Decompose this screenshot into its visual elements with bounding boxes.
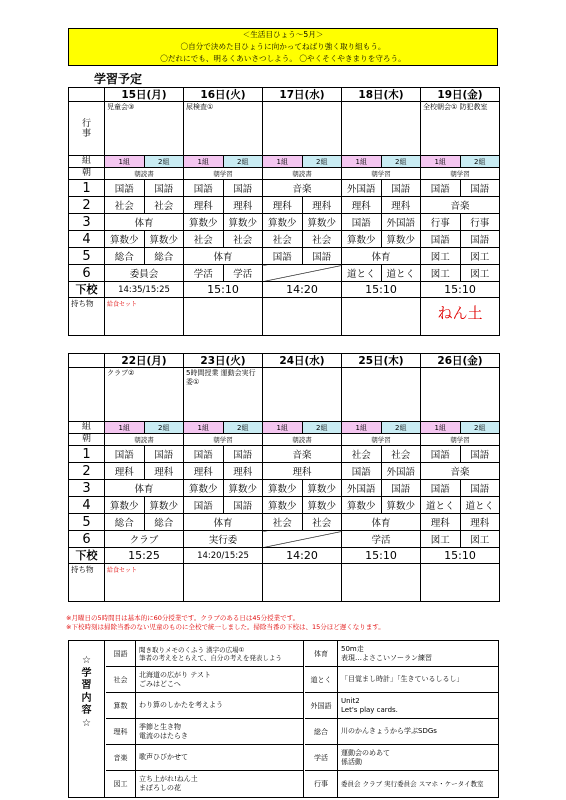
dismissal-time: 15:10 [421,548,500,564]
subject-cell: 算数少 [302,497,342,514]
subject-cell: 道とく [342,265,382,282]
subject-content: 「目覚まし時計」「生きているしるし」 [341,675,464,683]
period-row-5 [69,248,500,265]
class-2-tag: 2組 [144,422,184,434]
study-contents [68,640,499,798]
subject-cell: 社会 [144,197,184,214]
study-contents-title: ☆ 学 習 内 容 ☆ [69,641,105,797]
subject-cell: 国語 [184,497,224,514]
subject-cell: 社会 [302,514,342,531]
class-1-tag: 1組 [342,422,382,434]
period-number: 1 [69,180,105,197]
morning-activity: 朝読書 [263,168,342,180]
goal-heading: ＜生活目ひょう～5月＞ [242,30,324,39]
day-header: 17日(水) [263,88,342,102]
morning-row [69,168,500,180]
subject-cell: 音楽 [421,463,500,480]
subject-cell: 総合 [105,514,145,531]
goal-line-2: 〇だれにでも、明るくあいさつしよう。 〇やくそくやきまりを守ろう。 [160,54,406,63]
class-1-tag: 1組 [421,422,461,434]
subject-cell: 算数少 [263,214,303,231]
study-right-column [305,641,498,797]
study-row-events [305,771,498,797]
event-cell [263,368,342,422]
class-1-tag: 1組 [105,156,145,168]
subject-cell: 社会 [342,446,382,463]
class-1-tag: 1組 [263,156,303,168]
page-title: 学習予定 [94,72,143,86]
subject-cell: 図工 [460,265,500,282]
subject-cell: 国語 [381,180,421,197]
subject-cell: 道とく [381,265,421,282]
subject-cell: 算数少 [263,480,303,497]
subject-cell: 国語 [105,180,145,197]
items-to-bring-row [69,298,500,336]
day-header: 22日(月) [105,354,184,368]
dismissal-time: 14:20 [263,282,342,298]
subject-cell: 算数少 [144,231,184,248]
subject-cell: 理科 [342,197,382,214]
study-row-music [106,745,304,771]
subject-cell: 理科 [105,463,145,480]
subject-cell: 国語 [144,446,184,463]
period-number: 5 [69,514,105,531]
day-header: 24日(水) [263,354,342,368]
morning-row [69,434,500,446]
subject-name: 体育 [305,641,338,666]
period-row-1 [69,180,500,197]
subject-name: 外国語 [305,693,338,718]
bring-label: 持ち物 [69,564,105,602]
notes [66,614,385,631]
subject-cell: 算数少 [342,231,382,248]
subject-cell: 外国語 [381,214,421,231]
morning-activity: 朝学習 [342,434,421,446]
subject-cell: 外国語 [342,180,382,197]
subject-cell: 音楽 [263,446,342,463]
corner-cell [69,354,105,368]
subject-cell: 算数少 [105,231,145,248]
subject-cell: 体育 [342,514,421,531]
study-row-math [106,693,304,719]
event-cell: クラブ② [105,368,184,422]
subject-name: 社会 [106,667,136,692]
morning-activity: 朝読書 [105,434,184,446]
subject-content: 運動会のめあて 係活動 [341,748,390,766]
subject-name: 理科 [106,719,136,744]
subject-cell: 体育 [105,214,184,231]
corner-cell [69,88,105,102]
class-2-tag: 2組 [381,422,421,434]
morning-activity: 朝学習 [184,434,263,446]
morning-label: 朝 [69,168,105,180]
period-number: 3 [69,480,105,497]
subject-cell: 算数少 [184,480,224,497]
day-header: 23日(火) [184,354,263,368]
subject-content: 立ち上がれ!ねん土 まぼろしの花 [139,775,198,792]
study-left-column [106,641,304,797]
bring-cell: 給食セット [105,564,184,602]
subject-cell: 音楽 [421,197,500,214]
subject-cell: 国語 [460,446,500,463]
class-1-tag: 1組 [421,156,461,168]
day-header: 18日(木) [342,88,421,102]
subject-name: 算数 [106,693,136,718]
subject-cell: 国語 [144,180,184,197]
bring-cell [263,564,342,602]
class-1-tag: 1組 [105,422,145,434]
subject-cell: 理科 [460,514,500,531]
subject-name: 図工 [106,771,136,797]
subject-name: 道とく [305,667,338,692]
subject-cell: 算数少 [302,480,342,497]
subject-cell: 体育 [184,248,263,265]
subject-name: 学活 [305,745,338,770]
morning-activity: 朝読書 [263,434,342,446]
subject-cell: 社会 [302,231,342,248]
subject-cell: 体育 [342,248,421,265]
subject-cell: 国語 [105,446,145,463]
events-row [69,102,500,156]
schedule-week-2 [68,353,500,602]
class-2-tag: 2組 [460,156,500,168]
subject-cell: 社会 [184,231,224,248]
day-header-row [69,354,500,368]
bring-cell [421,298,500,336]
subject-cell: 国語 [184,180,224,197]
subject-cell: 理科 [184,463,224,480]
group-label: 組 [69,156,105,168]
subject-cell: 音楽 [263,180,342,197]
subject-cell: 国語 [184,446,224,463]
event-cell: 5時間授業 運動会実行委① [184,368,263,422]
study-row-japanese [106,641,304,667]
no-class-cell [263,531,342,548]
events-label [69,368,105,422]
study-row-english [305,693,498,719]
morning-activity: 朝学習 [421,168,500,180]
subject-cell: 算数少 [263,497,303,514]
day-header: 15日(月) [105,88,184,102]
subject-cell: 理科 [223,463,263,480]
subject-cell: クラブ [105,531,184,548]
class-2-tag: 2組 [302,422,342,434]
day-header-row [69,88,500,102]
study-row-moral [305,667,498,693]
dismissal-time: 14:35/15:25 [105,282,184,298]
study-row-social [106,667,304,693]
subject-cell: 社会 [105,197,145,214]
subject-cell: 国語 [421,446,461,463]
period-row-2 [69,463,500,480]
dismissal-time: 15:10 [342,548,421,564]
subject-name: 総合 [305,719,338,744]
group-label: 組 [69,422,105,434]
events-label: 行事 [69,102,105,156]
day-header: 19日(金) [421,88,500,102]
study-row-science [106,719,304,745]
group-row [69,422,500,434]
subject-content: 委員会 クラブ 実行委員会 スマホ・ケータイ教室 [341,780,484,788]
bring-clay: ねん土 [437,304,483,322]
subject-cell: 算数少 [302,214,342,231]
schedule-week-1 [68,87,500,336]
period-row-4 [69,497,500,514]
class-2-tag: 2組 [144,156,184,168]
morning-label: 朝 [69,434,105,446]
period-row-6 [69,531,500,548]
event-cell: 全校朝会① 防犯教室 [421,102,500,156]
dismissal-time: 14:20 [263,548,342,564]
subject-cell: 総合 [144,248,184,265]
period-number: 3 [69,214,105,231]
group-row [69,156,500,168]
period-number: 2 [69,197,105,214]
morning-activity: 朝学習 [342,168,421,180]
period-row-5 [69,514,500,531]
period-number: 2 [69,463,105,480]
monthly-goal-banner [68,28,498,66]
subject-cell: 国語 [342,463,382,480]
period-number: 6 [69,265,105,282]
subject-cell: 国語 [381,480,421,497]
period-number: 4 [69,231,105,248]
event-cell: 児童会③ [105,102,184,156]
period-row-1 [69,446,500,463]
class-2-tag: 2組 [302,156,342,168]
event-cell [421,368,500,422]
subject-cell: 算数少 [144,497,184,514]
period-row-6 [69,265,500,282]
subject-cell: 体育 [105,480,184,497]
subject-cell: 理科 [223,197,263,214]
bring-cell [184,298,263,336]
dismissal-time: 15:25 [105,548,184,564]
items-to-bring-row [69,564,500,602]
subject-cell: 体育 [184,514,263,531]
class-1-tag: 1組 [184,422,224,434]
subject-content: 季節と生き物 電流のはたらき [139,722,188,740]
subject-cell: 算数少 [105,497,145,514]
study-row-class-activity [305,745,498,771]
events-row [69,368,500,422]
period-number: 6 [69,531,105,548]
note-line-1: ※月曜日の5時間目は基本的に60分授業です。クラブのある日は45分授業です。 [66,614,300,622]
subject-cell: 社会 [263,231,303,248]
subject-cell: 外国語 [381,463,421,480]
bring-cell [184,564,263,602]
dismissal-label: 下校 [69,548,105,564]
subject-cell: 国語 [460,480,500,497]
subject-cell: 国語 [223,446,263,463]
subject-cell: 国語 [421,480,461,497]
study-row-art [106,771,304,797]
subject-cell: 国語 [223,180,263,197]
subject-name: 国語 [106,641,136,666]
subject-name: 音楽 [106,745,136,770]
dismissal-time: 15:10 [184,282,263,298]
bring-cell [263,298,342,336]
dismissal-row [69,282,500,298]
note-line-2: ※下校時刻は掃除当番のない児童のものに全校で統一しました。掃除当番の下校は、15分ほど遅くなります。 [66,622,385,631]
class-2-tag: 2組 [223,422,263,434]
subject-cell: 社会 [223,231,263,248]
class-1-tag: 1組 [184,156,224,168]
subject-cell: 算数少 [223,214,263,231]
subject-cell: 図工 [421,248,461,265]
subject-cell: 行事 [421,214,461,231]
subject-content: 川のかんきょうから学ぶSDGs [341,727,437,735]
subject-cell: 総合 [105,248,145,265]
period-number: 1 [69,446,105,463]
subject-content: 歌声ひびかせて [139,753,188,761]
period-row-3 [69,480,500,497]
subject-cell: 国語 [223,497,263,514]
subject-cell: 学活 [223,265,263,282]
subject-cell: 理科 [421,514,461,531]
subject-cell: 学活 [342,531,421,548]
subject-cell: 社会 [263,514,303,531]
subject-cell: 理科 [263,463,342,480]
subject-cell: 理科 [144,463,184,480]
event-cell [263,102,342,156]
subject-cell: 図工 [421,265,461,282]
subject-content: Unit2 Let's play cards. [341,696,398,714]
day-header: 26日(金) [421,354,500,368]
subject-cell: 理科 [381,197,421,214]
subject-cell: 国語 [342,214,382,231]
morning-activity: 朝読書 [105,168,184,180]
subject-content: わり算のしかたを考えよう [139,701,223,709]
subject-cell: 算数少 [381,497,421,514]
subject-cell: 算数少 [184,214,224,231]
subject-cell: 学活 [184,265,224,282]
period-row-4 [69,231,500,248]
period-row-3 [69,214,500,231]
subject-cell: 算数少 [381,231,421,248]
dismissal-time: 15:10 [421,282,500,298]
subject-content: 50m走 表現…よさこいソーラン練習 [341,644,432,662]
bring-label: 持ち物 [69,298,105,336]
subject-cell: 国語 [302,248,342,265]
class-1-tag: 1組 [342,156,382,168]
period-number: 5 [69,248,105,265]
subject-cell: 総合 [144,514,184,531]
event-cell: 尿検査① [184,102,263,156]
subject-cell: 算数少 [223,480,263,497]
subject-cell: 国語 [460,180,500,197]
class-2-tag: 2組 [460,422,500,434]
subject-content: 聞き取りメモのくふう 漢字の広場① 筆者の考えをとらえて、自分の考えを発表しよう [139,645,282,662]
subject-cell: 国語 [421,180,461,197]
dismissal-time: 15:10 [342,282,421,298]
event-cell [342,102,421,156]
subject-cell: 算数少 [342,497,382,514]
day-header: 16日(火) [184,88,263,102]
subject-cell: 図工 [421,531,461,548]
subject-content: 北海道の広がり テスト ごみはどこへ [139,670,211,688]
subject-cell: 外国語 [342,480,382,497]
event-cell [342,368,421,422]
subject-name: 行事 [305,771,338,797]
bring-cell [421,564,500,602]
class-2-tag: 2組 [381,156,421,168]
goal-line-1: 〇自分で決めた目ひょうに向かってねばり強く取り組もう。 [180,42,386,51]
subject-cell: 実行委 [184,531,263,548]
subject-cell: 道とく [460,497,500,514]
subject-cell: 社会 [381,446,421,463]
subject-cell: 図工 [460,531,500,548]
bring-cell [342,298,421,336]
no-class-cell [263,265,342,282]
subject-cell: 理科 [263,197,303,214]
dismissal-row [69,548,500,564]
bring-cell [342,564,421,602]
morning-activity: 朝学習 [184,168,263,180]
bring-cell: 給食セット [105,298,184,336]
morning-activity: 朝学習 [421,434,500,446]
class-1-tag: 1組 [263,422,303,434]
study-row-pe [305,641,498,667]
subject-cell: 理科 [302,197,342,214]
subject-cell: 理科 [184,197,224,214]
period-number: 4 [69,497,105,514]
subject-cell: 国語 [460,231,500,248]
day-header: 25日(木) [342,354,421,368]
subject-cell: 道とく [421,497,461,514]
subject-cell: 行事 [460,214,500,231]
dismissal-time: 14:20/15:25 [184,548,263,564]
dismissal-label: 下校 [69,282,105,298]
subject-cell: 委員会 [105,265,184,282]
subject-cell: 国語 [421,231,461,248]
subject-cell: 国語 [263,248,303,265]
subject-cell: 図工 [460,248,500,265]
period-row-2 [69,197,500,214]
class-2-tag: 2組 [223,156,263,168]
study-row-integrated [305,719,498,745]
